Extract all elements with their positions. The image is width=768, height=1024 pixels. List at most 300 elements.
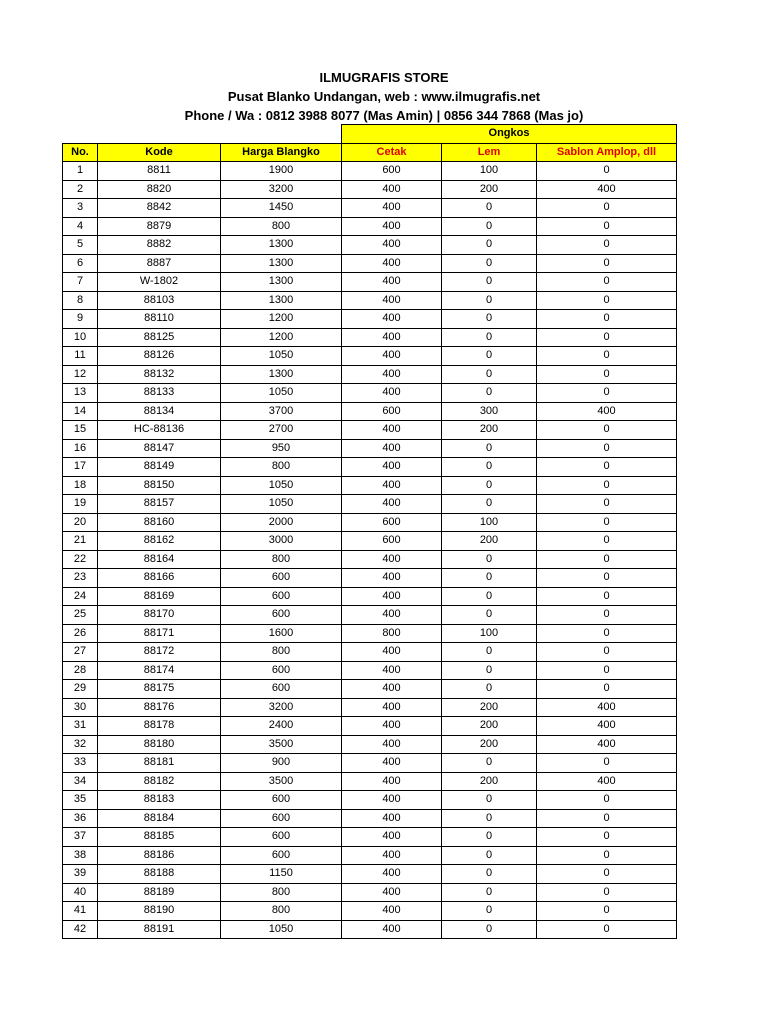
cell-cetak: 400	[342, 791, 442, 810]
cell-cetak: 400	[342, 421, 442, 440]
table-row	[63, 717, 677, 736]
cell-sablon-amplop: 0	[537, 828, 677, 847]
table-row	[63, 772, 677, 791]
cell-no: 14	[63, 402, 98, 421]
cell-kode: HC-88136	[98, 421, 221, 440]
cell-kode: 88181	[98, 754, 221, 773]
cell-cetak: 400	[342, 883, 442, 902]
cell-kode: 88164	[98, 550, 221, 569]
cell-no: 17	[63, 458, 98, 477]
column-header-lem: Lem	[442, 143, 537, 162]
cell-cetak: 400	[342, 476, 442, 495]
cell-harga-blangko: 3000	[221, 532, 342, 551]
cell-cetak: 400	[342, 920, 442, 939]
cell-cetak: 400	[342, 254, 442, 273]
cell-lem: 0	[442, 439, 537, 458]
cell-sablon-amplop: 0	[537, 273, 677, 292]
table-row	[63, 273, 677, 292]
cell-sablon-amplop: 0	[537, 291, 677, 310]
table-row	[63, 883, 677, 902]
cell-lem: 100	[442, 162, 537, 181]
cell-sablon-amplop: 0	[537, 199, 677, 218]
table-row	[63, 217, 677, 236]
table-row	[63, 550, 677, 569]
cell-lem: 0	[442, 291, 537, 310]
table-row	[63, 291, 677, 310]
cell-cetak: 400	[342, 754, 442, 773]
table-row	[63, 643, 677, 662]
cell-kode: W-1802	[98, 273, 221, 292]
table-row	[63, 236, 677, 255]
cell-no: 21	[63, 532, 98, 551]
cell-kode: 88110	[98, 310, 221, 329]
cell-sablon-amplop: 0	[537, 495, 677, 514]
cell-sablon-amplop: 0	[537, 680, 677, 699]
cell-cetak: 400	[342, 606, 442, 625]
cell-cetak: 400	[342, 698, 442, 717]
cell-lem: 200	[442, 180, 537, 199]
price-table	[62, 124, 677, 939]
cell-no: 29	[63, 680, 98, 699]
table-row	[63, 587, 677, 606]
cell-harga-blangko: 600	[221, 846, 342, 865]
cell-harga-blangko: 1050	[221, 920, 342, 939]
cell-kode: 8842	[98, 199, 221, 218]
table-row	[63, 513, 677, 532]
cell-harga-blangko: 1450	[221, 199, 342, 218]
cell-no: 40	[63, 883, 98, 902]
cell-kode: 88178	[98, 717, 221, 736]
column-header-row	[63, 143, 677, 162]
cell-no: 36	[63, 809, 98, 828]
cell-sablon-amplop: 0	[537, 236, 677, 255]
cell-lem: 0	[442, 920, 537, 939]
cell-cetak: 400	[342, 180, 442, 199]
cell-harga-blangko: 1200	[221, 328, 342, 347]
cell-no: 27	[63, 643, 98, 662]
cell-no: 7	[63, 273, 98, 292]
table-row	[63, 532, 677, 551]
cell-kode: 88183	[98, 791, 221, 810]
cell-kode: 88169	[98, 587, 221, 606]
cell-cetak: 400	[342, 291, 442, 310]
cell-harga-blangko: 600	[221, 828, 342, 847]
column-header-cetak: Cetak	[342, 143, 442, 162]
cell-kode: 88132	[98, 365, 221, 384]
table-row	[63, 199, 677, 218]
cell-cetak: 400	[342, 273, 442, 292]
cell-cetak: 400	[342, 495, 442, 514]
cell-cetak: 400	[342, 439, 442, 458]
cell-harga-blangko: 1150	[221, 865, 342, 884]
cell-lem: 0	[442, 809, 537, 828]
blank-header-cell	[63, 125, 342, 144]
cell-no: 25	[63, 606, 98, 625]
cell-cetak: 400	[342, 384, 442, 403]
cell-lem: 200	[442, 532, 537, 551]
cell-cetak: 400	[342, 717, 442, 736]
cell-no: 41	[63, 902, 98, 921]
table-row	[63, 347, 677, 366]
cell-harga-blangko: 1050	[221, 476, 342, 495]
cell-sablon-amplop: 0	[537, 643, 677, 662]
cell-kode: 88125	[98, 328, 221, 347]
cell-harga-blangko: 1050	[221, 384, 342, 403]
cell-lem: 0	[442, 883, 537, 902]
table-row	[63, 384, 677, 403]
cell-harga-blangko: 1050	[221, 495, 342, 514]
cell-harga-blangko: 3500	[221, 772, 342, 791]
cell-lem: 0	[442, 458, 537, 477]
cell-cetak: 800	[342, 624, 442, 643]
store-name: ILMUGRAFIS STORE	[319, 70, 449, 85]
cell-cetak: 400	[342, 199, 442, 218]
cell-sablon-amplop: 0	[537, 809, 677, 828]
cell-harga-blangko: 1600	[221, 624, 342, 643]
ongkos-group-header: Ongkos	[342, 125, 677, 144]
cell-cetak: 600	[342, 162, 442, 181]
table-row	[63, 439, 677, 458]
cell-sablon-amplop: 400	[537, 735, 677, 754]
cell-sablon-amplop: 0	[537, 791, 677, 810]
cell-no: 38	[63, 846, 98, 865]
cell-lem: 200	[442, 421, 537, 440]
cell-sablon-amplop: 0	[537, 328, 677, 347]
cell-harga-blangko: 1300	[221, 254, 342, 273]
table-row	[63, 458, 677, 477]
cell-harga-blangko: 1300	[221, 236, 342, 255]
cell-kode: 88162	[98, 532, 221, 551]
cell-cetak: 400	[342, 550, 442, 569]
cell-sablon-amplop: 0	[537, 365, 677, 384]
cell-no: 6	[63, 254, 98, 273]
cell-cetak: 400	[342, 310, 442, 329]
cell-kode: 8879	[98, 217, 221, 236]
cell-no: 39	[63, 865, 98, 884]
cell-kode: 88185	[98, 828, 221, 847]
cell-harga-blangko: 3700	[221, 402, 342, 421]
table-row	[63, 846, 677, 865]
cell-cetak: 600	[342, 513, 442, 532]
store-phone: Phone / Wa : 0812 3988 8077 (Mas Amin) | 0856 344 7868 (Mas jo)	[184, 108, 584, 123]
cell-kode: 88134	[98, 402, 221, 421]
table-row	[63, 680, 677, 699]
cell-kode: 88191	[98, 920, 221, 939]
cell-lem: 200	[442, 735, 537, 754]
cell-sablon-amplop: 0	[537, 310, 677, 329]
table-row	[63, 254, 677, 273]
cell-cetak: 400	[342, 846, 442, 865]
cell-sablon-amplop: 0	[537, 754, 677, 773]
cell-cetak: 400	[342, 328, 442, 347]
cell-lem: 0	[442, 661, 537, 680]
cell-sablon-amplop: 0	[537, 846, 677, 865]
cell-kode: 88189	[98, 883, 221, 902]
cell-no: 19	[63, 495, 98, 514]
price-table-body	[63, 162, 677, 939]
cell-cetak: 400	[342, 828, 442, 847]
cell-kode: 88184	[98, 809, 221, 828]
table-row	[63, 162, 677, 181]
cell-sablon-amplop: 0	[537, 532, 677, 551]
cell-lem: 0	[442, 754, 537, 773]
cell-no: 1	[63, 162, 98, 181]
table-row	[63, 809, 677, 828]
cell-kode: 88157	[98, 495, 221, 514]
cell-lem: 0	[442, 328, 537, 347]
cell-lem: 0	[442, 791, 537, 810]
cell-kode: 8887	[98, 254, 221, 273]
cell-harga-blangko: 800	[221, 217, 342, 236]
cell-lem: 0	[442, 236, 537, 255]
cell-kode: 88175	[98, 680, 221, 699]
cell-harga-blangko: 800	[221, 883, 342, 902]
table-row	[63, 365, 677, 384]
cell-harga-blangko: 600	[221, 791, 342, 810]
cell-lem: 0	[442, 865, 537, 884]
cell-kode: 8882	[98, 236, 221, 255]
cell-kode: 88133	[98, 384, 221, 403]
cell-sablon-amplop: 400	[537, 772, 677, 791]
cell-lem: 200	[442, 717, 537, 736]
cell-sablon-amplop: 400	[537, 180, 677, 199]
cell-cetak: 400	[342, 569, 442, 588]
cell-harga-blangko: 600	[221, 661, 342, 680]
cell-lem: 100	[442, 513, 537, 532]
cell-cetak: 400	[342, 680, 442, 699]
table-row	[63, 310, 677, 329]
table-row	[63, 606, 677, 625]
cell-cetak: 400	[342, 772, 442, 791]
cell-sablon-amplop: 0	[537, 606, 677, 625]
cell-harga-blangko: 3500	[221, 735, 342, 754]
cell-kode: 88180	[98, 735, 221, 754]
table-row	[63, 328, 677, 347]
cell-sablon-amplop: 0	[537, 439, 677, 458]
cell-harga-blangko: 1900	[221, 162, 342, 181]
cell-no: 30	[63, 698, 98, 717]
cell-sablon-amplop: 0	[537, 624, 677, 643]
cell-no: 4	[63, 217, 98, 236]
cell-cetak: 400	[342, 643, 442, 662]
table-row	[63, 569, 677, 588]
cell-cetak: 400	[342, 865, 442, 884]
cell-sablon-amplop: 0	[537, 421, 677, 440]
column-header-sablon-amplop: Sablon Amplop, dll	[537, 143, 677, 162]
cell-sablon-amplop: 400	[537, 402, 677, 421]
cell-no: 10	[63, 328, 98, 347]
cell-kode: 88182	[98, 772, 221, 791]
cell-lem: 300	[442, 402, 537, 421]
column-header-kode: Kode	[98, 143, 221, 162]
cell-harga-blangko: 1050	[221, 347, 342, 366]
cell-kode: 88186	[98, 846, 221, 865]
cell-cetak: 400	[342, 735, 442, 754]
cell-lem: 0	[442, 643, 537, 662]
document-header	[0, 68, 768, 125]
cell-lem: 200	[442, 772, 537, 791]
cell-harga-blangko: 800	[221, 902, 342, 921]
cell-harga-blangko: 2400	[221, 717, 342, 736]
cell-harga-blangko: 600	[221, 680, 342, 699]
cell-no: 32	[63, 735, 98, 754]
cell-kode: 88126	[98, 347, 221, 366]
cell-kode: 88160	[98, 513, 221, 532]
table-row	[63, 754, 677, 773]
cell-harga-blangko: 900	[221, 754, 342, 773]
cell-cetak: 400	[342, 365, 442, 384]
table-row	[63, 791, 677, 810]
cell-lem: 0	[442, 902, 537, 921]
cell-lem: 0	[442, 347, 537, 366]
table-row	[63, 865, 677, 884]
cell-sablon-amplop: 0	[537, 254, 677, 273]
cell-no: 37	[63, 828, 98, 847]
cell-cetak: 400	[342, 587, 442, 606]
cell-harga-blangko: 2000	[221, 513, 342, 532]
cell-no: 16	[63, 439, 98, 458]
cell-lem: 0	[442, 846, 537, 865]
cell-sablon-amplop: 0	[537, 217, 677, 236]
cell-lem: 0	[442, 680, 537, 699]
cell-no: 23	[63, 569, 98, 588]
cell-no: 34	[63, 772, 98, 791]
cell-kode: 88166	[98, 569, 221, 588]
cell-sablon-amplop: 0	[537, 384, 677, 403]
cell-sablon-amplop: 0	[537, 661, 677, 680]
cell-no: 18	[63, 476, 98, 495]
cell-no: 5	[63, 236, 98, 255]
cell-sablon-amplop: 0	[537, 883, 677, 902]
cell-sablon-amplop: 0	[537, 513, 677, 532]
cell-harga-blangko: 800	[221, 458, 342, 477]
cell-lem: 0	[442, 217, 537, 236]
cell-lem: 100	[442, 624, 537, 643]
cell-no: 12	[63, 365, 98, 384]
cell-kode: 88176	[98, 698, 221, 717]
cell-kode: 8811	[98, 162, 221, 181]
cell-kode: 8820	[98, 180, 221, 199]
cell-sablon-amplop: 0	[537, 162, 677, 181]
cell-harga-blangko: 600	[221, 606, 342, 625]
cell-kode: 88174	[98, 661, 221, 680]
cell-lem: 0	[442, 273, 537, 292]
cell-sablon-amplop: 0	[537, 920, 677, 939]
cell-harga-blangko: 1300	[221, 365, 342, 384]
cell-lem: 0	[442, 606, 537, 625]
cell-lem: 0	[442, 828, 537, 847]
cell-harga-blangko: 1300	[221, 291, 342, 310]
cell-harga-blangko: 1300	[221, 273, 342, 292]
cell-sablon-amplop: 0	[537, 865, 677, 884]
cell-cetak: 400	[342, 347, 442, 366]
cell-harga-blangko: 800	[221, 643, 342, 662]
cell-sablon-amplop: 400	[537, 717, 677, 736]
cell-lem: 0	[442, 365, 537, 384]
cell-no: 31	[63, 717, 98, 736]
cell-kode: 88172	[98, 643, 221, 662]
cell-no: 42	[63, 920, 98, 939]
cell-sablon-amplop: 0	[537, 902, 677, 921]
table-row	[63, 495, 677, 514]
cell-lem: 0	[442, 587, 537, 606]
store-subtitle: Pusat Blanko Undangan, web : www.ilmugrafis.net	[227, 89, 541, 104]
table-row	[63, 402, 677, 421]
cell-no: 20	[63, 513, 98, 532]
column-header-no: No.	[63, 143, 98, 162]
cell-harga-blangko: 1200	[221, 310, 342, 329]
cell-lem: 0	[442, 254, 537, 273]
cell-no: 26	[63, 624, 98, 643]
cell-sablon-amplop: 0	[537, 550, 677, 569]
cell-lem: 0	[442, 550, 537, 569]
cell-cetak: 400	[342, 217, 442, 236]
cell-sablon-amplop: 0	[537, 458, 677, 477]
table-row	[63, 735, 677, 754]
cell-harga-blangko: 3200	[221, 698, 342, 717]
table-row	[63, 828, 677, 847]
cell-cetak: 600	[342, 402, 442, 421]
cell-no: 2	[63, 180, 98, 199]
cell-cetak: 400	[342, 902, 442, 921]
cell-cetak: 600	[342, 532, 442, 551]
table-row	[63, 661, 677, 680]
cell-lem: 0	[442, 199, 537, 218]
cell-kode: 88149	[98, 458, 221, 477]
table-row	[63, 920, 677, 939]
cell-kode: 88171	[98, 624, 221, 643]
table-row	[63, 624, 677, 643]
cell-harga-blangko: 950	[221, 439, 342, 458]
cell-no: 9	[63, 310, 98, 329]
cell-sablon-amplop: 0	[537, 476, 677, 495]
cell-kode: 88190	[98, 902, 221, 921]
cell-sablon-amplop: 0	[537, 587, 677, 606]
table-row	[63, 421, 677, 440]
cell-lem: 0	[442, 495, 537, 514]
cell-kode: 88103	[98, 291, 221, 310]
cell-no: 35	[63, 791, 98, 810]
cell-sablon-amplop: 0	[537, 569, 677, 588]
cell-kode: 88170	[98, 606, 221, 625]
cell-lem: 0	[442, 476, 537, 495]
cell-kode: 88147	[98, 439, 221, 458]
cell-harga-blangko: 600	[221, 587, 342, 606]
cell-lem: 200	[442, 698, 537, 717]
cell-harga-blangko: 600	[221, 569, 342, 588]
cell-lem: 0	[442, 310, 537, 329]
cell-harga-blangko: 3200	[221, 180, 342, 199]
cell-no: 28	[63, 661, 98, 680]
cell-cetak: 400	[342, 458, 442, 477]
cell-no: 22	[63, 550, 98, 569]
cell-no: 3	[63, 199, 98, 218]
cell-lem: 0	[442, 569, 537, 588]
cell-harga-blangko: 800	[221, 550, 342, 569]
cell-sablon-amplop: 400	[537, 698, 677, 717]
table-row	[63, 476, 677, 495]
cell-cetak: 400	[342, 236, 442, 255]
cell-harga-blangko: 2700	[221, 421, 342, 440]
table-row	[63, 902, 677, 921]
cell-kode: 88150	[98, 476, 221, 495]
cell-sablon-amplop: 0	[537, 347, 677, 366]
cell-no: 13	[63, 384, 98, 403]
cell-cetak: 400	[342, 809, 442, 828]
cell-lem: 0	[442, 384, 537, 403]
table-row	[63, 180, 677, 199]
cell-no: 8	[63, 291, 98, 310]
